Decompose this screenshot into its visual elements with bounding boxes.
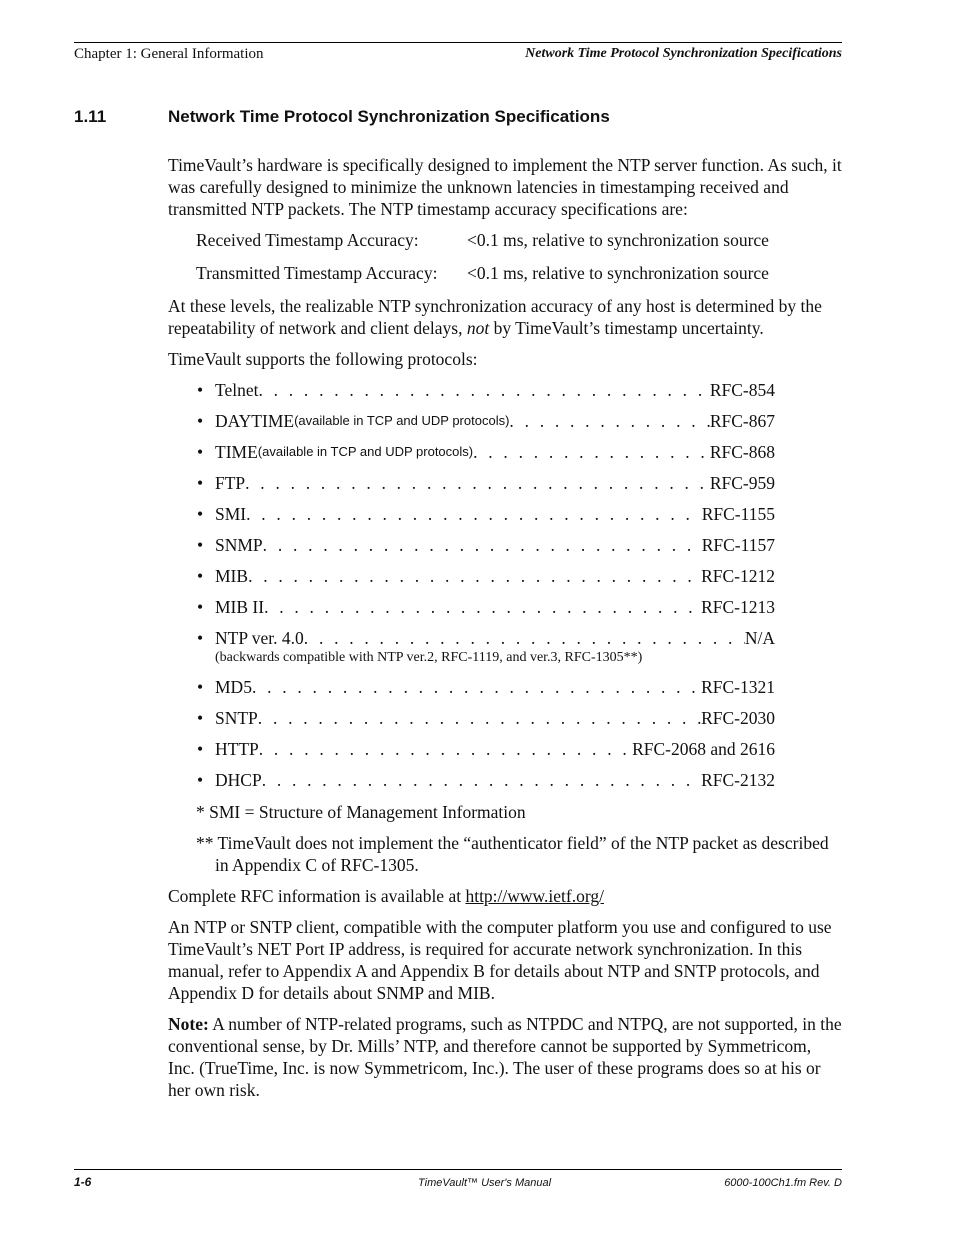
dot-leader (259, 738, 632, 760)
protocol-line (215, 410, 775, 432)
protocol-line (215, 627, 775, 649)
protocol-line (215, 596, 775, 618)
dot-leader (262, 769, 701, 791)
bullet: • (197, 504, 204, 524)
header-rule (74, 42, 842, 43)
dot-leader (248, 565, 701, 587)
protocol-rfc: RFC-1155 (701, 504, 775, 524)
protocol-line (215, 707, 775, 729)
rfc-info-paragraph (168, 885, 842, 907)
bullet: • (197, 708, 204, 728)
protocol-rfc: N/A (744, 628, 775, 648)
protocol-item (168, 379, 842, 401)
bullet: • (197, 597, 204, 617)
spec-value: <0.1 ms, relative to synchronization source (467, 263, 769, 283)
dot-leader (509, 410, 709, 432)
protocol-rfc: RFC-959 (709, 473, 775, 493)
bullet: • (197, 770, 204, 790)
header-chapter: Chapter 1: General Information (74, 46, 264, 62)
protocol-name: FTP (215, 473, 246, 493)
supports-intro: TimeVault supports the following protocols: (168, 349, 478, 369)
protocol-item (168, 534, 842, 556)
protocol-rfc: RFC-2132 (701, 770, 775, 790)
protocol-rfc: RFC-1321 (701, 677, 775, 697)
bullet: • (197, 739, 204, 759)
protocol-item (168, 565, 842, 587)
footnote-authenticator: ** TimeVault does not implement the “authenticator field” of the NTP packet as described in Appendix C of RFC-1305. (196, 833, 829, 875)
dot-leader (258, 707, 701, 729)
accuracy-text-end: by TimeVault’s timestamp uncertainty. (489, 318, 764, 338)
protocol-item (168, 472, 842, 494)
protocol-name: HTTP (215, 739, 259, 759)
protocol-rfc: RFC-2068 and 2616 (632, 739, 775, 759)
protocol-name: SMI (215, 504, 247, 524)
protocol-name: Telnet (215, 380, 259, 400)
protocol-line (215, 379, 775, 401)
bullet: • (197, 411, 204, 431)
protocol-item (168, 707, 842, 729)
protocol-line (215, 565, 775, 587)
protocol-item (168, 503, 842, 525)
dot-leader (263, 534, 702, 556)
footer-file-rev: 6000-100Ch1.fm Rev. D (724, 1177, 842, 1189)
protocol-name: SNTP (215, 708, 258, 728)
protocol-name: NTP ver. 4.0 (215, 628, 304, 648)
protocol-rfc: RFC-868 (709, 442, 775, 462)
protocol-line (215, 441, 775, 463)
protocol-item (168, 676, 842, 698)
footer-page-number: 1-6 (74, 1175, 92, 1189)
bullet: • (197, 677, 204, 697)
bullet: • (197, 380, 204, 400)
protocol-qualifier: (available in TCP and UDP protocols) (257, 444, 474, 459)
section-title: Network Time Protocol Synchronization Specifications (168, 107, 610, 126)
spec-label: Received Timestamp Accuracy: (196, 230, 419, 250)
accuracy-emphasis: not (466, 318, 490, 338)
dot-leader (246, 503, 702, 525)
protocol-rfc: RFC-1213 (701, 597, 775, 617)
spec-label: Transmitted Timestamp Accuracy: (196, 263, 438, 283)
note-text: A number of NTP-related programs, such as NTPDC and NTPQ, are not supported, in the conventional sense, by Dr. Mills’ NTP, and therefore cannot be supported by Symmetricom, Inc. (TrueTime, Inc. is now Symmetricom, Inc.). The user of these programs does so at his or her own risk. (168, 1014, 842, 1100)
protocol-name: MIB II (215, 597, 265, 617)
protocol-name: SNMP (215, 535, 263, 555)
protocol-name: DAYTIME (215, 411, 295, 431)
dot-leader (252, 676, 701, 698)
dot-leader (264, 596, 701, 618)
footnote-smi: * SMI = Structure of Management Information (196, 802, 526, 822)
protocol-line (215, 534, 775, 556)
protocol-item (168, 410, 842, 432)
dot-leader (473, 441, 710, 463)
protocol-rfc: RFC-867 (709, 411, 775, 431)
bullet: • (197, 566, 204, 586)
protocol-rfc: RFC-1157 (701, 535, 775, 555)
protocol-item (168, 441, 842, 463)
note-label: Note: (168, 1014, 209, 1034)
protocol-rfc: RFC-854 (709, 380, 775, 400)
protocol-item (168, 769, 842, 791)
bullet: • (197, 628, 204, 648)
protocol-name: TIME (215, 442, 258, 462)
intro-paragraph: TimeVault’s hardware is specifically designed to implement the NTP server function. As such, it was carefully designed to minimize the unknown latencies in timestamping received and transmitted NTP packets. The NTP timestamp accuracy specifications are: (168, 155, 842, 219)
protocol-name: MIB (215, 566, 249, 586)
protocol-line (215, 676, 775, 698)
note-paragraph (168, 1013, 842, 1101)
rfc-info-text: Complete RFC information is available at (168, 886, 466, 906)
spec-value: <0.1 ms, relative to synchronization source (467, 230, 769, 250)
protocol-name: MD5 (215, 677, 252, 697)
ietf-link[interactable]: http://www.ietf.org/ (465, 886, 604, 906)
dot-leader (258, 379, 709, 401)
protocol-rfc: RFC-1212 (701, 566, 775, 586)
protocol-line (215, 769, 775, 791)
protocol-item (168, 596, 842, 618)
accuracy-text: At these levels, the realizable NTP synchronization accuracy of any host is determined by the repeatability of network and client delays, (168, 296, 822, 338)
header-section-title: Network Time Protocol Synchronization Specifications (525, 46, 842, 61)
protocol-rfc: RFC-2030 (701, 708, 775, 728)
bullet: • (197, 535, 204, 555)
footer-manual-title: TimeVault™ User's Manual (418, 1177, 552, 1189)
client-paragraph: An NTP or SNTP client, compatible with the computer platform you use and configured to use TimeVault’s NET Port IP address, is required for accurate network synchronization. In this manual, refer to Appendix A and Appendix B for details about NTP and SNTP protocols, and Appendix D for details about SNMP and MIB. (168, 917, 832, 1003)
section-number: 1.11 (74, 107, 107, 126)
bullet: • (197, 473, 204, 493)
protocol-line (215, 503, 775, 525)
protocol-list (168, 379, 842, 791)
footer-rule (74, 1169, 842, 1170)
protocol-item (168, 738, 842, 760)
protocol-line (215, 472, 775, 494)
protocol-item (168, 627, 842, 667)
spec-row-transmitted (196, 262, 842, 284)
bullet: • (197, 442, 204, 462)
protocol-line (215, 738, 775, 760)
dot-leader (245, 472, 710, 494)
page-body (168, 154, 842, 1110)
protocol-note: (backwards compatible with NTP ver.2, RFC-1119, and ver.3, RFC-1305**) (215, 650, 643, 665)
spec-row-received (196, 229, 842, 251)
protocol-name: DHCP (215, 770, 262, 790)
dot-leader (304, 627, 745, 649)
protocol-qualifier: (available in TCP and UDP protocols) (294, 413, 510, 428)
accuracy-paragraph (168, 295, 842, 339)
